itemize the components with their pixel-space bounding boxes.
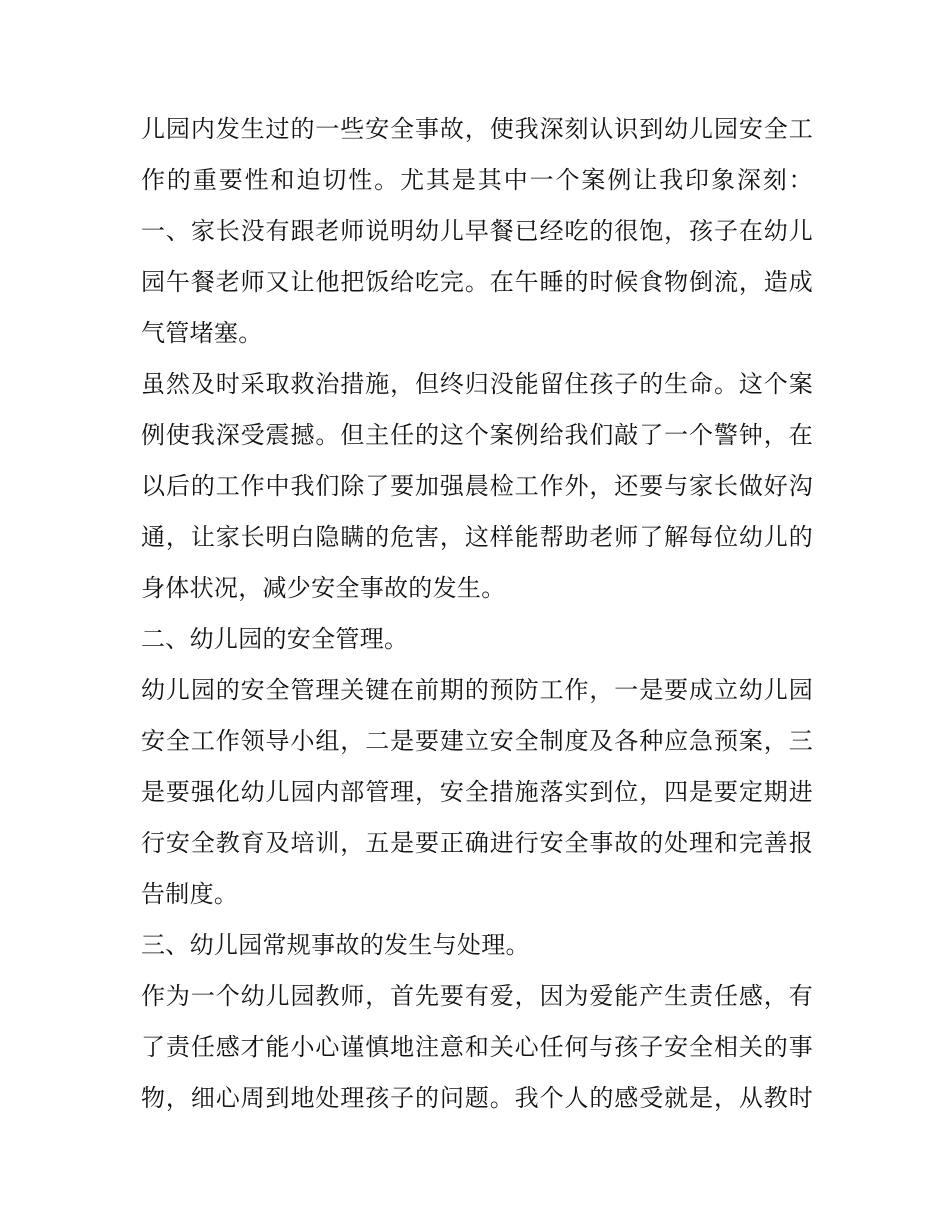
text-line: 行安全教育及培训，五是要正确进行安全事故的处理和完善报 (141, 829, 813, 857)
text-line: 以后的工作中我们除了要加强晨检工作外，还要与家长做好沟 (141, 472, 813, 500)
text-line: 通，让家长明白隐瞒的危害，这样能帮助老师了解每位幼儿的 (141, 523, 813, 551)
text-line: 身体状况，减少安全事故的发生。 (141, 574, 506, 602)
text-line: 气管堵塞。 (141, 319, 263, 347)
text-line: 儿园内发生过的一些安全事故，使我深刻认识到幼儿园安全工 (141, 115, 813, 143)
text-line: 作为一个幼儿园教师，首先要有爱，因为爱能产生责任感，有 (141, 982, 813, 1010)
text-line: 物，细心周到地处理孩子的问题。我个人的感受就是，从教时 (141, 1084, 813, 1112)
section-heading: 三、幼儿园常规事故的发生与处理。 (141, 931, 530, 959)
section-heading: 二、幼儿园的安全管理。 (141, 625, 409, 653)
text-line: 虽然及时采取救治措施，但终归没能留住孩子的生命。这个案 (141, 370, 813, 398)
text-line: 例使我深受震撼。但主任的这个案例给我们敲了一个警钟，在 (141, 421, 813, 449)
text-line: 是要强化幼儿园内部管理，安全措施落实到位，四是要定期进 (141, 778, 813, 806)
text-line: 安全工作领导小组，二是要建立安全制度及各种应急预案，三 (141, 727, 813, 755)
text-line: 作的重要性和迫切性。尤其是其中一个案例让我印象深刻： (141, 166, 813, 194)
text-line: 了责任感才能小心谨慎地注意和关心任何与孩子安全相关的事 (141, 1033, 813, 1061)
text-line: 园午餐老师又让他把饭给吃完。在午睡的时候食物倒流，造成 (141, 268, 813, 296)
text-line: 告制度。 (141, 880, 239, 908)
document-body (141, 104, 813, 1124)
text-line: 一、家长没有跟老师说明幼儿早餐已经吃的很饱，孩子在幼儿 (141, 217, 813, 245)
text-line: 幼儿园的安全管理关键在前期的预防工作，一是要成立幼儿园 (141, 676, 813, 704)
